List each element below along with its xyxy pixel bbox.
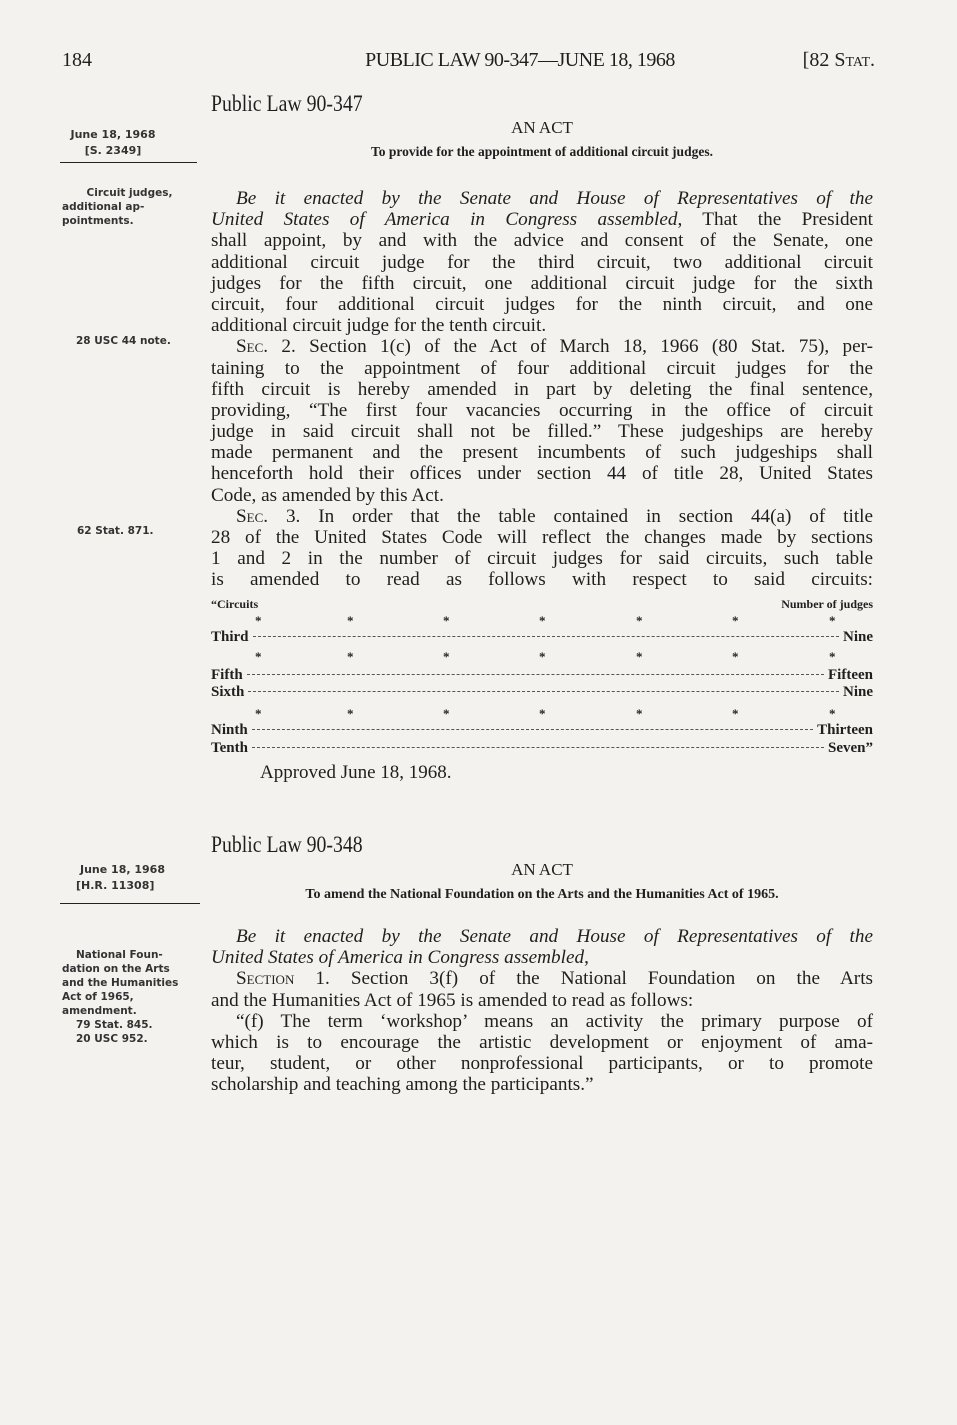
omission-star: * (539, 649, 546, 664)
law2-purpose: To amend the National Foundation on the Arts and the Humanities Act of 1965. (305, 887, 779, 902)
omission-star: * (255, 706, 262, 721)
omission-star: * (829, 613, 836, 628)
dash-leader (252, 747, 824, 748)
text-line (211, 188, 873, 209)
margin-note-line: pointments. (62, 215, 134, 227)
omission-star: * (829, 706, 836, 721)
text-segment: United States of America in Congress assembled (211, 947, 585, 969)
omission-star: * (636, 649, 643, 664)
text-segment: judges for the fifth circuit, one additional circuit judge for the sixth (211, 272, 873, 294)
text-line (211, 990, 873, 1011)
text-line (211, 379, 873, 400)
text-segment: shall appoint, by and with the advice and consent of the Senate, one (211, 230, 873, 252)
stat-bracket: [82 (802, 49, 835, 71)
margin-note-line: 79 Stat. 845. (76, 1019, 153, 1031)
law2-bill-number: [H.R. 11308] (76, 879, 155, 892)
dash-leader (253, 636, 839, 637)
text-line (211, 506, 873, 527)
stat-label: Stat. (834, 49, 875, 71)
text-segment: circuit, four additional circuit judges for the ninth circuit, and one (211, 293, 873, 315)
margin-note-line: 20 USC 952. (76, 1033, 148, 1045)
margin-note-line: and the Humanities (62, 977, 179, 989)
text-segment: scholarship and teaching among the participants.” (211, 1074, 594, 1096)
law2-date: June 18, 1968 (80, 863, 165, 876)
text-segment: fifth circuit is hereby amended in part by deleting the final sentence, (211, 378, 873, 400)
running-head: PUBLIC LAW 90-347—JUNE 18, 1968 (365, 49, 675, 71)
text-line (211, 569, 873, 590)
table-row (211, 721, 873, 739)
text-segment: Sec. (236, 505, 269, 527)
omission-star: * (347, 613, 354, 628)
omission-star: * (347, 706, 354, 721)
judge-count: Fifteen (828, 667, 873, 683)
text-line (211, 315, 873, 336)
text-line (211, 527, 873, 548)
text-line (211, 294, 873, 315)
text-segment: 1. Section 3(f) of the National Foundation on the Arts (294, 968, 873, 990)
text-line (211, 273, 873, 294)
table-header (211, 597, 873, 611)
text-line (211, 1074, 873, 1095)
text-segment: is amended to read as follows with respect to said circuits: (211, 569, 873, 591)
text-segment: judge in said circuit shall not be filled.” These judgeships are hereby (211, 421, 873, 443)
law2-an-act: AN ACT (511, 860, 573, 879)
text-segment: Be it enacted by the Senate and House of Representatives of the (236, 926, 873, 947)
col-circuits: “Circuits (211, 597, 259, 611)
text-line (211, 1032, 873, 1053)
judge-count: Nine (843, 684, 873, 700)
margin-note-line: Circuit judges, (86, 187, 173, 199)
text-segment: taining to the appointment of four additional circuit judges for the (211, 357, 873, 379)
judge-count: Thirteen (817, 722, 873, 738)
text-segment: additional circuit judge for the third circuit, two additional circuit (211, 251, 873, 273)
text-segment: additional circuit judge for the tenth circuit. (211, 315, 547, 337)
circuit-name: Fifth (211, 667, 243, 683)
text-line (211, 463, 873, 484)
text-segment: 1 and 2 in the number of circuit judges for said circuits, such table (211, 548, 873, 570)
table-row (211, 666, 873, 684)
col-number-of-judges: Number of judges (781, 597, 873, 611)
page-number: 184 (62, 49, 92, 71)
statute-volume (803, 47, 875, 73)
text-segment: , (584, 947, 589, 969)
text-line (211, 485, 873, 506)
text-segment: 28 of the United States Code will reflect the changes made by sections (211, 527, 873, 548)
text-line (211, 1011, 873, 1032)
text-line (211, 336, 873, 357)
text-line (211, 442, 873, 463)
circuit-name: Tenth (211, 740, 248, 756)
law1-title: Public Law 90-347 (211, 91, 363, 116)
text-line (211, 209, 873, 230)
text-segment: “(f) The term ‘workshop’ means an activity the primary purpose of (236, 1010, 873, 1032)
margin-note-usc: 28 USC 44 note. (76, 335, 171, 347)
text-segment: United States of America in Congress assembled (211, 209, 678, 231)
text-line (211, 947, 873, 968)
dash-leader (247, 674, 824, 675)
judge-count: Seven” (828, 740, 873, 756)
circuit-name: Third (211, 629, 249, 645)
dash-leader (248, 691, 839, 692)
omission-star: * (255, 613, 262, 628)
omission-star: * (829, 649, 836, 664)
margin-note-line: additional ap- (62, 201, 145, 213)
dash-leader (252, 729, 813, 730)
text-line (211, 252, 873, 273)
text-line (211, 421, 873, 442)
text-line (211, 926, 873, 947)
margin-note-stat: 62 Stat. 871. (77, 525, 154, 537)
omission-star: * (443, 613, 450, 628)
law1-date (60, 127, 226, 143)
text-segment: Code, as amended by this Act. (211, 484, 444, 506)
margin-note-national-foundation (62, 948, 202, 1046)
omission-star: * (539, 613, 546, 628)
omission-star: * (732, 613, 739, 628)
omission-star: * (732, 649, 739, 664)
text-segment: providing, “The first four vacancies occurring in the office of circuit (211, 399, 873, 421)
omission-star: * (539, 706, 546, 721)
text-line (211, 230, 873, 251)
text-segment: which is to encourage the artistic development or enjoyment of ama- (211, 1031, 873, 1053)
margin-note-line: Act of 1965, (62, 991, 134, 1003)
text-line (211, 968, 873, 989)
text-segment: Section (236, 968, 295, 990)
omission-star: * (636, 613, 643, 628)
law1-date-text: June 18, 1968 (70, 128, 156, 141)
law2-body (211, 926, 873, 1096)
law1-purpose: To provide for the appointment of additional circuit judges. (371, 144, 713, 159)
text-segment: Be it enacted by the Senate and House of Representatives of the (236, 188, 873, 209)
margin-rule (60, 162, 197, 163)
law1-bill-number: [S. 2349] (84, 144, 142, 157)
text-segment: henceforth hold their offices under section 44 of title 28, United States (211, 463, 873, 485)
omission-star: * (347, 649, 354, 664)
law1-body (211, 188, 873, 591)
omission-star: * (255, 649, 262, 664)
omission-star: * (443, 649, 450, 664)
judge-count: Nine (843, 629, 873, 645)
law2-title: Public Law 90-348 (211, 832, 363, 857)
margin-note-line: dation on the Arts (62, 963, 170, 975)
table-row (211, 739, 873, 757)
text-line (211, 1053, 873, 1074)
circuit-name: Ninth (211, 722, 248, 738)
margin-rule (60, 903, 200, 904)
margin-note-line: amendment. (62, 1005, 137, 1017)
text-segment: and the Humanities Act of 1965 is amended to read as follows: (211, 989, 694, 1011)
text-line (211, 548, 873, 569)
omission-star: * (443, 706, 450, 721)
circuit-name: Sixth (211, 684, 245, 700)
text-segment: Sec. (236, 336, 269, 358)
text-segment: made permanent and the present incumbents of such judgeships shall (211, 442, 873, 464)
omission-star: * (636, 706, 643, 721)
text-line (211, 400, 873, 421)
table-row (211, 683, 873, 701)
text-segment: teur, student, or other nonprofessional participants, or to promote (211, 1053, 873, 1075)
law1-an-act: AN ACT (511, 118, 573, 137)
text-segment: 3. In order that the table contained in section 44(a) of title (268, 505, 873, 527)
table-row (211, 628, 873, 646)
margin-note-circuit-judges (62, 186, 197, 228)
text-line (211, 358, 873, 379)
text-segment: , That the President (677, 209, 873, 231)
omission-star: * (732, 706, 739, 721)
text-segment: 2. Section 1(c) of the Act of March 18, 1966 (80 Stat. 75), per- (268, 336, 873, 358)
approved-date: Approved June 18, 1968. (260, 762, 452, 783)
margin-note-line: National Foun- (76, 949, 163, 961)
